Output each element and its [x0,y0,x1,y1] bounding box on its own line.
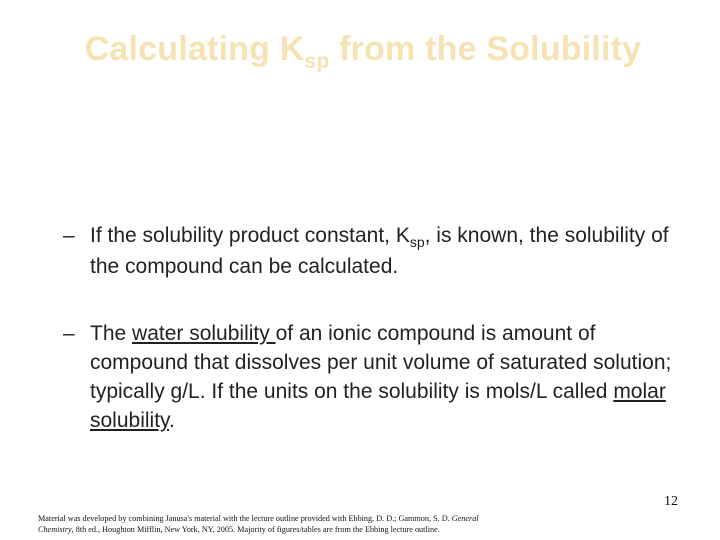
footer-citation [38,514,558,535]
bullet-text-part: The [90,322,133,345]
title-suffix: from the Solubility [329,30,642,68]
bullet-dash: – [63,224,75,247]
footer-text: , 8th ed., Houghton Mifflin, New York, NY, 2005. Majority of figures/tables are from the Ebbing lecture outline. [71,524,440,534]
page-number: 12 [664,494,678,509]
title-prefix: Calculating K [84,30,305,68]
bullet-ksp-known [63,221,683,281]
bullet-text [90,319,683,435]
footer-book-title: General [451,514,479,523]
bullet-water-solubility [63,319,683,435]
bullet-text-part: of an ionic compound is amount of compound that dissolves per unit volume of saturated solution; typically g/L. If the units on the solubility is mols/L called [90,322,672,403]
footer-text: Material was developed by combining Janusa's material with the lecture outline provided with Ebbing, D. D.; Gammon, S. D. [38,514,452,523]
footer-book-title: Chemistry [38,524,72,534]
footer-line-1 [38,514,558,525]
bullet-text-part: . [168,409,175,432]
slide-title [0,30,720,73]
footer-line-2 [38,525,558,536]
term-molar-solubility: molar solubility [90,380,666,432]
title-subscript: sp [304,50,330,73]
bullet-text [90,221,683,281]
bullet-text-part: , is known, the solubility of the compound can be calculated. [90,224,669,278]
bullet-text-part: If the solubility product constant, K [90,224,410,247]
bullet-dash: – [63,322,75,345]
term-water-solubility: water solubility [132,322,276,345]
ksp-subscript: sp [409,234,425,250]
